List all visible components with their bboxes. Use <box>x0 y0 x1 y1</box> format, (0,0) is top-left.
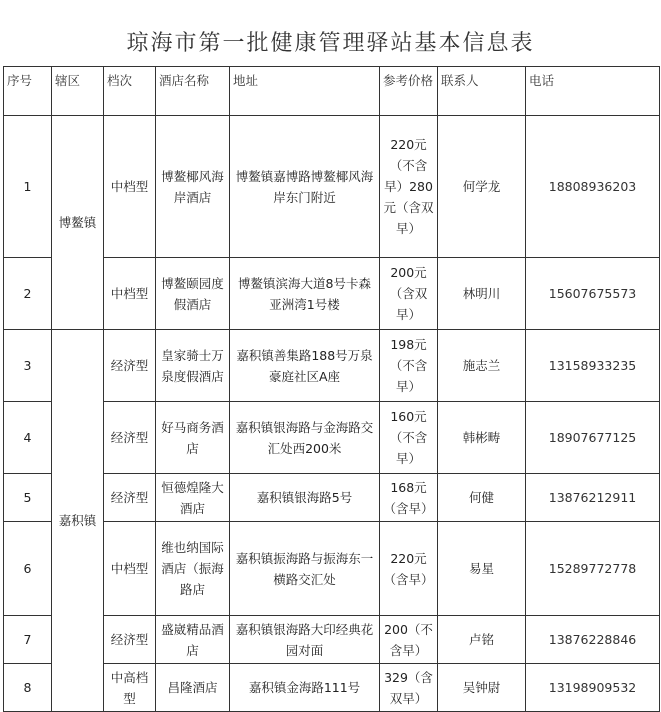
row-hotel: 博鳌颐园度假酒店 <box>156 258 230 330</box>
row-grade: 中高档型 <box>104 664 156 712</box>
row-grade: 经济型 <box>104 616 156 664</box>
row-contact: 何健 <box>438 474 526 522</box>
row-no: 5 <box>4 474 52 522</box>
row-no: 6 <box>4 522 52 616</box>
row-contact: 吴钟尉 <box>438 664 526 712</box>
row-hotel: 维也纳国际酒店（振海路店 <box>156 522 230 616</box>
district-cell-boao: 博鳌镇 <box>52 116 104 330</box>
row-address: 嘉积镇金海路111号 <box>230 664 380 712</box>
row-no: 4 <box>4 402 52 474</box>
row-hotel: 皇家骑士万泉度假酒店 <box>156 330 230 402</box>
row-grade: 经济型 <box>104 330 156 402</box>
row-hotel: 盛崴精品酒店 <box>156 616 230 664</box>
row-address: 博鳌镇嘉博路博鳌椰风海岸东门附近 <box>230 116 380 258</box>
row-phone: 15607675573 <box>526 258 660 330</box>
row-grade: 经济型 <box>104 402 156 474</box>
row-contact: 易星 <box>438 522 526 616</box>
row-no: 1 <box>4 116 52 258</box>
header-address: 地址 <box>230 67 380 116</box>
row-price: 198元（不含早） <box>380 330 438 402</box>
row-hotel: 好马商务酒店 <box>156 402 230 474</box>
district-cell-jiaji: 嘉积镇 <box>52 330 104 712</box>
table-row <box>4 116 660 258</box>
row-grade: 中档型 <box>104 116 156 258</box>
row-address: 嘉积镇善集路188号万泉豪庭社区A座 <box>230 330 380 402</box>
page-title: 琼海市第一批健康管理驿站基本信息表 <box>126 31 535 56</box>
header-hotel: 酒店名称 <box>156 67 230 116</box>
row-phone: 18808936203 <box>526 116 660 258</box>
table-row <box>4 330 660 402</box>
header-grade: 档次 <box>104 67 156 116</box>
row-grade: 中档型 <box>104 522 156 616</box>
row-hotel: 昌隆酒店 <box>156 664 230 712</box>
row-no: 8 <box>4 664 52 712</box>
row-phone: 13158933235 <box>526 330 660 402</box>
header-district: 辖区 <box>52 67 104 116</box>
row-grade: 中档型 <box>104 258 156 330</box>
row-phone: 13876228846 <box>526 616 660 664</box>
header-price: 参考价格 <box>380 67 438 116</box>
header-row <box>4 67 660 116</box>
row-contact: 施志兰 <box>438 330 526 402</box>
row-no: 2 <box>4 258 52 330</box>
row-contact: 林明川 <box>438 258 526 330</box>
row-price: 220元（不含早）280元（含双早） <box>380 116 438 258</box>
row-price: 200元（含双早） <box>380 258 438 330</box>
row-phone: 15289772778 <box>526 522 660 616</box>
row-price: 200（不含早） <box>380 616 438 664</box>
row-contact: 何学龙 <box>438 116 526 258</box>
row-address: 嘉积镇银海路与金海路交汇处西200米 <box>230 402 380 474</box>
row-hotel: 博鳌椰风海岸酒店 <box>156 116 230 258</box>
row-no: 3 <box>4 330 52 402</box>
row-hotel: 恒德煌隆大酒店 <box>156 474 230 522</box>
row-price: 220元（含早） <box>380 522 438 616</box>
row-address: 嘉积镇银海路大印经典花园对面 <box>230 616 380 664</box>
row-address: 嘉积镇振海路与振海东一横路交汇处 <box>230 522 380 616</box>
header-contact: 联系人 <box>438 67 526 116</box>
row-no: 7 <box>4 616 52 664</box>
row-grade: 经济型 <box>104 474 156 522</box>
row-phone: 13198909532 <box>526 664 660 712</box>
row-address: 博鳌镇滨海大道8号卡森亚洲湾1号楼 <box>230 258 380 330</box>
row-price: 160元（不含早） <box>380 402 438 474</box>
row-address: 嘉积镇银海路5号 <box>230 474 380 522</box>
row-price: 329（含双早） <box>380 664 438 712</box>
row-contact: 韩彬畴 <box>438 402 526 474</box>
header-no: 序号 <box>4 67 52 116</box>
row-contact: 卢铭 <box>438 616 526 664</box>
row-phone: 13876212911 <box>526 474 660 522</box>
row-price: 168元（含早） <box>380 474 438 522</box>
hotel-info-table <box>3 66 660 712</box>
header-phone: 电话 <box>526 67 660 116</box>
row-phone: 18907677125 <box>526 402 660 474</box>
